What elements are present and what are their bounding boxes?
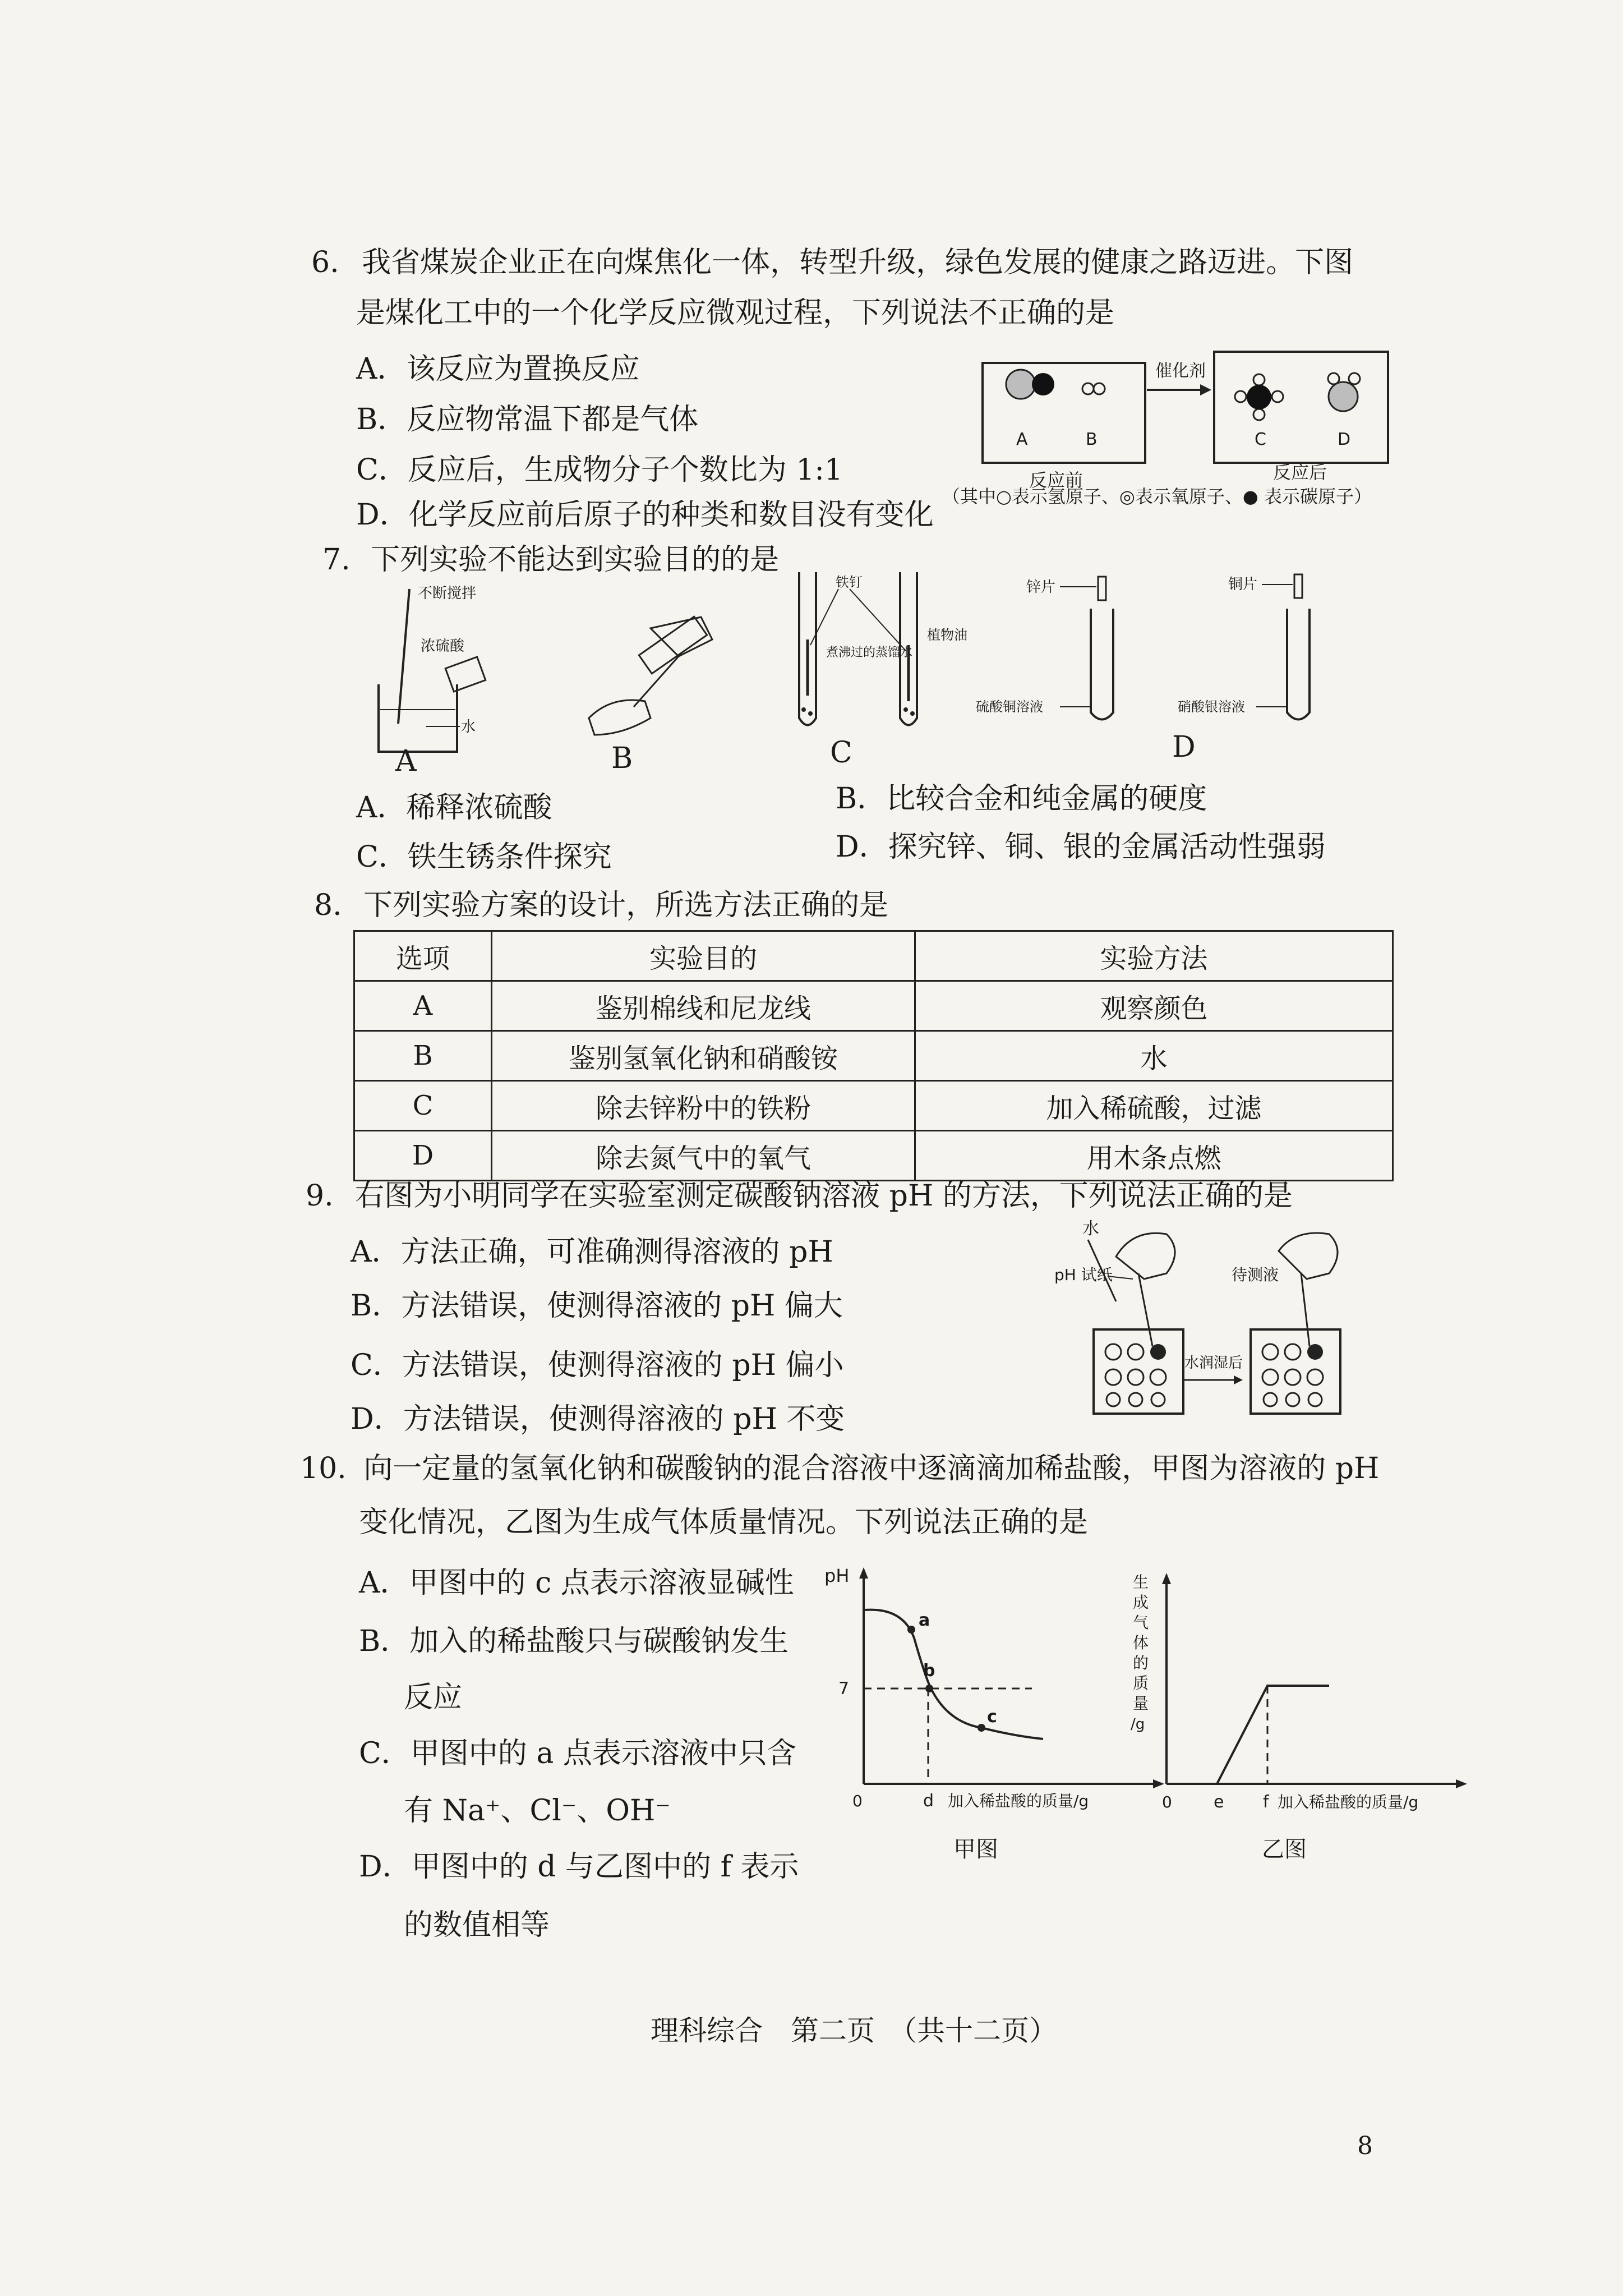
carbon-atom-c — [1247, 385, 1271, 409]
right-hand-icon — [1279, 1233, 1338, 1279]
beaker — [379, 684, 457, 752]
hydrogen-c1 — [1253, 374, 1265, 385]
acid-label: 浓硫酸 — [421, 638, 465, 655]
q10-stem-line1: 10. 向一定量的氢氧化钠和碳酸钠的混合溶液中逐滴滴加稀盐酸，甲图为溶液的 pH — [300, 1452, 1380, 1485]
seven-tick: 7 — [838, 1679, 850, 1699]
q10-option-b: B．加入的稀盐酸只与碳酸钠发生 — [359, 1625, 789, 1658]
q7-option-b: B．比较合金和纯金属的硬度 — [836, 782, 1207, 816]
nail-pointer-right — [850, 589, 906, 651]
hydrogen-c4 — [1253, 409, 1265, 420]
well — [1105, 1344, 1121, 1360]
origin-label: 0 — [852, 1792, 863, 1810]
q7-figure-c-label: C — [830, 736, 852, 770]
after-box — [1214, 352, 1388, 463]
caption: 甲图 — [953, 1837, 998, 1862]
oxygen-atom-d — [1329, 382, 1358, 411]
y-axis-label — [1131, 1573, 1149, 1733]
x-axis-label: 加入稀盐酸的质量/g — [1278, 1793, 1419, 1811]
point-c-label: c — [987, 1707, 997, 1727]
scratch-line — [634, 656, 679, 707]
wet-label: 水润湿后 — [1184, 1355, 1243, 1372]
hydrogen-atom-b1 — [1082, 383, 1094, 394]
y-axis-arrow-icon — [859, 1567, 868, 1579]
hydrogen-c3 — [1272, 391, 1283, 402]
d-label: d — [923, 1791, 934, 1811]
q9-option-c: C．方法错误，使测得溶液的 pH 偏小 — [351, 1349, 844, 1382]
q7-figure-c — [782, 567, 967, 740]
table-header-row — [354, 931, 1393, 981]
q10-option-d-cont: 的数值相等 — [404, 1908, 550, 1942]
ph-curve — [865, 1610, 1043, 1739]
x-axis-arrow-icon — [1456, 1779, 1467, 1788]
well — [1150, 1369, 1166, 1385]
point-b — [925, 1685, 933, 1692]
well — [1151, 1393, 1165, 1406]
water-label: 水 — [461, 719, 476, 735]
q10-graph-yi — [1122, 1565, 1503, 1879]
bubble-4 — [910, 711, 915, 716]
point-c — [978, 1724, 985, 1732]
q9-figure — [1054, 1217, 1368, 1430]
f-label: f — [1263, 1792, 1269, 1812]
arrow-head-icon — [1234, 1375, 1243, 1384]
well — [1150, 1344, 1166, 1360]
q9-stem-line: 9. 右图为小明同学在实验室测定碳酸钠溶液 pH 的方法，下列说法正确的是 — [306, 1179, 1293, 1213]
caption: 乙图 — [1262, 1837, 1307, 1862]
e-label: e — [1214, 1792, 1224, 1812]
table-row: D 除去氮气中的氧气 用木条点燃 — [354, 1131, 1393, 1181]
metal-plate — [639, 616, 707, 674]
q10-option-a: A．甲图中的 c 点表示溶液显碱性 — [359, 1566, 794, 1600]
left-hand-icon — [1116, 1233, 1175, 1279]
tweezers-right — [1301, 1273, 1310, 1346]
arrow-head-icon — [1200, 384, 1211, 395]
oil-label: 植物油 — [927, 627, 967, 643]
label-d: D — [1338, 430, 1351, 449]
q6-option-a: A．该反应为置换反应 — [356, 352, 640, 386]
well — [1262, 1344, 1278, 1360]
q7-option-a: A．稀释浓硫酸 — [356, 791, 552, 825]
test-tube-zinc — [1091, 609, 1113, 720]
q9-option-d: D．方法错误，使测得溶液的 pH 不变 — [351, 1402, 845, 1436]
well — [1105, 1369, 1121, 1385]
well — [1128, 1369, 1144, 1385]
y-axis-label: pH — [824, 1565, 850, 1586]
point-a — [907, 1626, 915, 1634]
q7-stem-line: 7. 下列实验不能达到实验目的的是 — [322, 543, 780, 577]
well — [1308, 1393, 1322, 1406]
bubble-3 — [903, 707, 908, 712]
q7-option-d: D．探究锌、铜、银的金属活动性强弱 — [836, 830, 1326, 864]
hydrogen-atom-b2 — [1094, 383, 1105, 394]
label-b: B — [1086, 430, 1098, 449]
q6-stem-line2: 是煤化工中的一个化学反应微观过程，下列说法不正确的是 — [356, 296, 1115, 330]
q10-stem-line2: 变化情况，乙图为生成气体质量情况。下列说法正确的是 — [359, 1506, 1089, 1539]
well — [1285, 1369, 1301, 1385]
carbon-atom-a — [1032, 373, 1054, 395]
upper-hand-icon — [651, 617, 712, 656]
q10-option-c-cont: 有 Na⁺、Cl⁻、OH⁻ — [404, 1794, 671, 1828]
q7-figure-a-label: A — [395, 744, 417, 778]
point-a-label: a — [919, 1611, 930, 1630]
stir-label: 不断搅拌 — [418, 585, 477, 602]
nail-pointer-left — [810, 589, 838, 645]
well — [1128, 1344, 1144, 1360]
svg-text:气: 气 — [1133, 1613, 1149, 1632]
q6-stem-line1: 6. 我省煤炭企业正在向煤焦化一体，转型升级，绿色发展的健康之路迈进。下图 — [311, 246, 1354, 279]
well — [1262, 1369, 1278, 1385]
table-row: B 鉴别氢氧化钠和硝酸铵 水 — [354, 1031, 1393, 1081]
q7-figure-b-label: B — [611, 742, 633, 775]
copper-strip — [1294, 574, 1302, 598]
q7-figure-b — [566, 606, 735, 752]
svg-text:/g: /g — [1131, 1716, 1145, 1733]
q6-number: 6. — [311, 246, 339, 279]
copper-label: 铜片 — [1228, 576, 1258, 593]
q10-option-d: D．甲图中的 d 与乙图中的 f 表示 — [359, 1850, 799, 1884]
q7-figure-d-label: D — [1172, 730, 1196, 764]
tweezers-left — [1138, 1273, 1152, 1346]
water-label: 水 — [1082, 1219, 1099, 1239]
label-a: A — [1016, 430, 1028, 449]
well — [1307, 1344, 1323, 1360]
hydrogen-c2 — [1235, 391, 1246, 402]
q6-option-c: C．反应后，生成物分子个数比为 1:1 — [356, 453, 843, 487]
bubble-1 — [801, 707, 806, 712]
q10-number: 10. — [300, 1452, 347, 1485]
header-method: 实验方法 — [915, 931, 1393, 981]
glass-rod — [398, 589, 409, 724]
q9-option-b: B．方法错误，使测得溶液的 pH 偏大 — [351, 1289, 843, 1323]
q7-option-c: C．铁生锈条件探究 — [356, 840, 612, 874]
origin-label: 0 — [1162, 1793, 1172, 1811]
hydrogen-d1 — [1328, 373, 1339, 384]
svg-text:成: 成 — [1133, 1593, 1149, 1612]
well — [1106, 1393, 1120, 1406]
svg-text:质: 质 — [1133, 1674, 1149, 1692]
well — [1307, 1369, 1323, 1385]
q7-figure-d — [976, 567, 1368, 729]
q10-option-b-cont: 反应 — [404, 1681, 463, 1714]
nail-label: 铁钉 — [836, 574, 863, 590]
q9-option-a: A．方法正确，可准确测得溶液的 pH — [351, 1235, 833, 1269]
header-option: 选项 — [354, 931, 492, 981]
label-c: C — [1255, 430, 1266, 449]
well — [1264, 1393, 1277, 1406]
test-tube-copper — [1287, 609, 1310, 720]
table-row: C 除去锌粉中的铁粉 加入稀硫酸，过滤 — [354, 1081, 1393, 1131]
bubble-2 — [808, 711, 813, 716]
q9-number: 9. — [306, 1179, 334, 1213]
page-number: 8 — [1357, 2132, 1373, 2160]
q8-table — [353, 930, 1394, 1181]
svg-text:的: 的 — [1133, 1654, 1149, 1672]
cu-sol-label: 硫酸铜溶液 — [976, 699, 1043, 715]
catalyst-label: 催化剂 — [1155, 361, 1206, 381]
table-row: A 鉴别棉线和尼龙线 观察颜色 — [354, 981, 1393, 1031]
zinc-strip — [1098, 577, 1106, 600]
well — [1286, 1393, 1299, 1406]
well — [1129, 1393, 1142, 1406]
sample-label: 待测液 — [1232, 1266, 1279, 1284]
oxygen-atom-a — [1006, 370, 1035, 399]
svg-text:体: 体 — [1133, 1634, 1149, 1652]
before-label: 反应前 — [1029, 470, 1083, 491]
q6-option-b: B．反应物常温下都是气体 — [356, 403, 699, 436]
svg-text:量: 量 — [1133, 1694, 1149, 1713]
acid-bottle — [445, 657, 485, 692]
q6-legend: （其中○表示氢原子、◎表示氧原子、● 表示碳原子） — [942, 486, 1372, 507]
q6-option-d: D．化学反应前后原子的种类和数目没有变化 — [356, 498, 934, 532]
hydrogen-d2 — [1349, 373, 1360, 384]
boiled-water-label: 煮沸过的蒸馏水 — [826, 646, 913, 660]
q8-number: 8. — [314, 889, 342, 922]
well — [1285, 1344, 1301, 1360]
zinc-label: 锌片 — [1026, 579, 1056, 596]
lower-hand-icon — [589, 700, 651, 735]
point-b-label: b — [923, 1661, 935, 1681]
after-label: 反应后 — [1273, 462, 1327, 483]
svg-text:生: 生 — [1133, 1573, 1149, 1591]
ag-sol-label: 硝酸银溶液 — [1178, 699, 1245, 715]
page-footer: 理科综合 第二页 （共十二页） — [651, 2014, 1057, 2047]
q8-stem-line: 8. 下列实验方案的设计，所选方法正确的是 — [314, 889, 889, 922]
q10-option-c: C．甲图中的 a 点表示溶液中只含 — [359, 1737, 796, 1770]
q7-number: 7. — [322, 543, 351, 577]
header-purpose: 实验目的 — [492, 931, 915, 981]
q7-figure-a — [359, 583, 561, 774]
ph-paper-label: pH 试纸 — [1054, 1266, 1113, 1284]
y-axis-arrow-icon — [1162, 1573, 1171, 1584]
gas-curve — [1166, 1686, 1329, 1784]
x-axis-label: 加入稀盐酸的质量/g — [948, 1792, 1089, 1810]
